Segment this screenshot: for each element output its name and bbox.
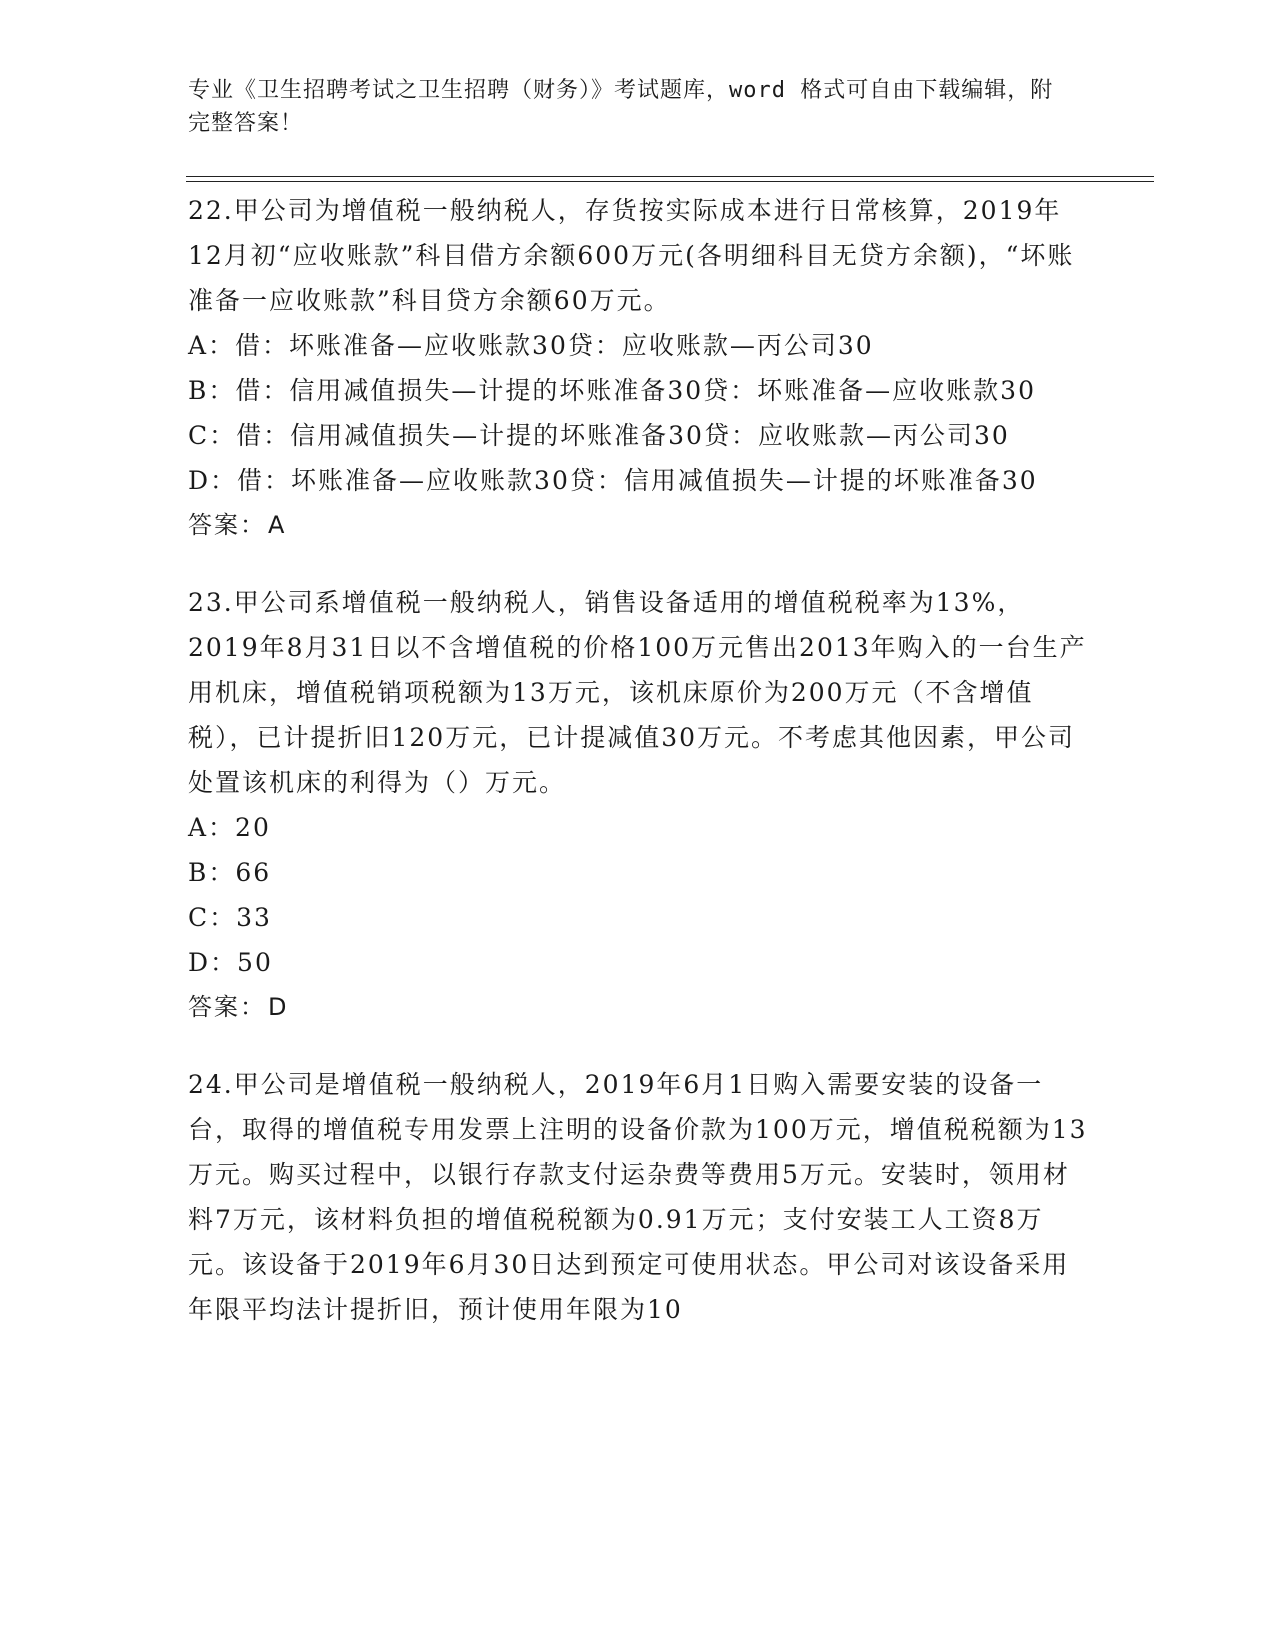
answer-line <box>188 503 1088 548</box>
document-header: 专业《卫生招聘考试之卫生招聘（财务）》考试题库，word 格式可自由下载编辑，附完整答案！ <box>188 78 1054 136</box>
question-list <box>188 188 1088 1364</box>
question-23 <box>188 580 1088 1030</box>
question-stem: 23.甲公司系增值税一般纳税人，销售设备适用的增值税税率为13%，2019年8月31日以不含增值税的价格100万元售出2013年购入的一台生产用机床，增值税销项税额为13万元，该机床原价为200万元（不含增值税），已计提折旧120万元，已计提减值30万元。不考虑其他因素，甲公司处置该机床的利得为（）万元。 <box>188 588 1087 797</box>
question-22 <box>188 188 1088 548</box>
option-d: D：50 <box>188 948 273 977</box>
question-stem: 22.甲公司为增值税一般纳税人，存货按实际成本进行日常核算，2019年12月初“应收账款”科目借方余额600万元(各明细科目无贷方余额)，“坏账准备一应收账款”科目贷方余额60万元。 <box>188 196 1075 315</box>
option-c: C：借：信用减值损失—计提的坏账准备30贷：应收账款—丙公司30 <box>188 421 1010 450</box>
answer-label: 答案： <box>188 511 266 539</box>
answer-label: 答案： <box>188 993 266 1021</box>
answer-line <box>188 985 1088 1030</box>
answer-value: D <box>268 993 289 1021</box>
header-rule-top <box>186 176 1154 177</box>
option-d: D：借：坏账准备—应收账款30贷：信用减值损失—计提的坏账准备30 <box>188 466 1038 495</box>
answer-value: A <box>268 511 287 539</box>
option-c: C：33 <box>188 903 272 932</box>
option-a: A：借：坏账准备—应收账款30贷：应收账款—丙公司30 <box>188 331 874 360</box>
option-b: B：借：信用减值损失—计提的坏账准备30贷：坏账准备—应收账款30 <box>188 376 1036 405</box>
question-24 <box>188 1062 1088 1332</box>
option-a: A：20 <box>188 813 271 842</box>
header-rule-bottom <box>186 181 1154 182</box>
option-b: B：66 <box>188 858 272 887</box>
question-stem: 24.甲公司是增值税一般纳税人，2019年6月1日购入需要安装的设备一台，取得的增值税专用发票上注明的设备价款为100万元，增值税税额为13万元。购买过程中，以银行存款支付运杂费等费用5万元。安装时，领用材料7万元，该材料负担的增值税税额为0.91万元；支付安装工人工资8万元。该设备于2019年6月30日达到预定可使用状态。甲公司对该设备采用年限平均法计提折旧，预计使用年限为10 <box>188 1070 1088 1324</box>
